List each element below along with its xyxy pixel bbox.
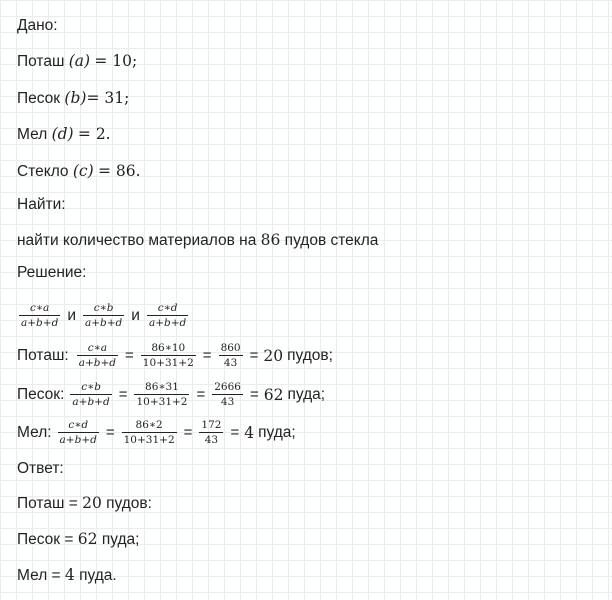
symbolic-fraction bbox=[58, 419, 99, 446]
fraction-denominator: 43 bbox=[220, 396, 235, 408]
fraction-numerator: c∗a bbox=[87, 342, 108, 354]
fraction-numerator: 86∗10 bbox=[151, 342, 186, 354]
fraction-bar bbox=[83, 315, 124, 316]
find-number: 86 bbox=[260, 231, 281, 249]
symbolic-fraction bbox=[70, 381, 111, 408]
numeric-fraction bbox=[122, 419, 177, 446]
conjunction: и bbox=[131, 306, 140, 324]
fraction-denominator: a+b+d bbox=[78, 357, 117, 369]
fraction-denominator: 10+31+2 bbox=[123, 434, 175, 446]
row-unit: пуда; bbox=[258, 423, 296, 441]
given-sand-label: Песок bbox=[17, 90, 61, 107]
fraction-bar bbox=[19, 315, 60, 316]
fraction-bar bbox=[122, 432, 177, 433]
equals-sign: = bbox=[125, 347, 134, 364]
fraction-bar bbox=[212, 394, 243, 395]
fraction-numerator: 172 bbox=[201, 419, 222, 431]
row-unit: пуда; bbox=[287, 385, 326, 403]
given-glass-var: (c) bbox=[72, 162, 94, 180]
given-potash-label: Поташ bbox=[17, 53, 65, 70]
equals-sign: = bbox=[202, 347, 212, 364]
solution-row-sand bbox=[17, 381, 325, 408]
fraction-denominator: 10+31+2 bbox=[142, 357, 194, 369]
fraction-bar bbox=[199, 432, 223, 433]
given-sand-value: = 31; bbox=[86, 89, 130, 107]
result-fraction bbox=[199, 419, 223, 446]
fraction-denominator: a+b+d bbox=[59, 434, 97, 446]
given-potash bbox=[17, 51, 137, 72]
fraction-numerator: 2666 bbox=[214, 381, 241, 393]
given-glass-label: Стекло bbox=[17, 163, 69, 180]
given-glass-value: = 86. bbox=[97, 162, 141, 180]
answer-sand-value: 62 bbox=[77, 530, 98, 548]
given-chalk-label: Мел bbox=[17, 126, 48, 143]
equals-sign: = bbox=[249, 386, 259, 403]
answer-sand bbox=[17, 529, 139, 550]
fraction-numerator: 860 bbox=[220, 342, 241, 354]
fraction-denominator: 43 bbox=[204, 434, 219, 446]
fraction-bar bbox=[134, 394, 189, 395]
symbolic-fraction bbox=[77, 342, 118, 369]
given-heading: Дано: bbox=[17, 17, 58, 34]
numeric-fraction bbox=[141, 342, 196, 369]
given-chalk bbox=[17, 124, 111, 145]
find-text-a: найти количество материалов на bbox=[17, 232, 257, 249]
answer-chalk-label: Мел = bbox=[17, 567, 61, 584]
fraction-denominator: a+b+d bbox=[148, 317, 187, 329]
find-text bbox=[17, 230, 378, 251]
conjunction: и bbox=[67, 306, 76, 324]
fraction-numerator: c∗d bbox=[157, 302, 178, 314]
row-label: Песок: bbox=[17, 385, 65, 403]
answer-potash-value: 20 bbox=[82, 494, 102, 512]
find-heading: Найти: bbox=[17, 196, 66, 213]
equals-sign: = bbox=[105, 424, 115, 441]
answer-potash-unit: пудов: bbox=[106, 495, 152, 512]
equals-sign: = bbox=[230, 424, 240, 441]
given-glass bbox=[17, 161, 141, 182]
fraction-bar bbox=[141, 355, 196, 356]
answer-heading: Ответ: bbox=[17, 460, 64, 477]
answer-potash-label: Поташ = bbox=[17, 495, 78, 512]
solution-row-potash bbox=[17, 342, 333, 369]
fraction-bar bbox=[58, 432, 99, 433]
general-fraction-b bbox=[83, 302, 124, 329]
fraction-denominator: 10+31+2 bbox=[136, 396, 188, 408]
given-chalk-value: = 2. bbox=[77, 125, 111, 143]
result-fraction bbox=[212, 381, 243, 408]
answer-chalk-unit: пуда. bbox=[79, 567, 117, 584]
solution-row-chalk bbox=[17, 419, 296, 446]
result-fraction bbox=[219, 342, 243, 369]
given-potash-var: (a) bbox=[68, 52, 91, 70]
fraction-numerator: c∗a bbox=[30, 302, 50, 314]
row-label: Поташ: bbox=[17, 346, 69, 364]
fraction-numerator: c∗d bbox=[68, 419, 89, 431]
given-sand-var: (b) bbox=[64, 89, 87, 107]
fraction-bar bbox=[219, 355, 243, 356]
find-text-b: пудов стекла bbox=[284, 232, 379, 249]
general-formulas bbox=[17, 302, 190, 329]
fraction-bar bbox=[70, 394, 111, 395]
row-label: Мел: bbox=[17, 423, 52, 441]
row-result: 20 bbox=[263, 346, 284, 365]
equals-sign: = bbox=[183, 424, 193, 441]
given-potash-value: = 10; bbox=[94, 52, 138, 70]
answer-sand-label: Песок = bbox=[17, 531, 74, 548]
fraction-denominator: 43 bbox=[223, 357, 238, 369]
answer-potash bbox=[17, 493, 152, 514]
row-unit: пудов; bbox=[287, 346, 333, 364]
fraction-denominator: a+b+d bbox=[84, 317, 123, 329]
row-result: 62 bbox=[263, 385, 284, 404]
fraction-numerator: 86∗2 bbox=[135, 419, 163, 431]
fraction-denominator: a+b+d bbox=[72, 396, 110, 408]
fraction-numerator: c∗b bbox=[93, 302, 114, 314]
numeric-fraction bbox=[134, 381, 189, 408]
row-result: 4 bbox=[244, 423, 255, 442]
equals-sign: = bbox=[249, 347, 259, 364]
solution-heading: Решение: bbox=[17, 264, 87, 281]
fraction-numerator: c∗b bbox=[81, 381, 101, 393]
general-fraction-a bbox=[19, 302, 60, 329]
given-chalk-var: (d) bbox=[51, 125, 74, 143]
answer-chalk bbox=[17, 565, 117, 586]
fraction-numerator: 86∗31 bbox=[145, 381, 179, 393]
fraction-denominator: a+b+d bbox=[21, 317, 59, 329]
equals-sign: = bbox=[118, 386, 128, 403]
general-fraction-d bbox=[147, 302, 188, 329]
fraction-bar bbox=[77, 355, 118, 356]
answer-chalk-value: 4 bbox=[64, 566, 75, 584]
answer-sand-unit: пуда; bbox=[101, 531, 140, 548]
equals-sign: = bbox=[196, 386, 206, 403]
fraction-bar bbox=[147, 315, 188, 316]
given-sand bbox=[17, 88, 129, 109]
